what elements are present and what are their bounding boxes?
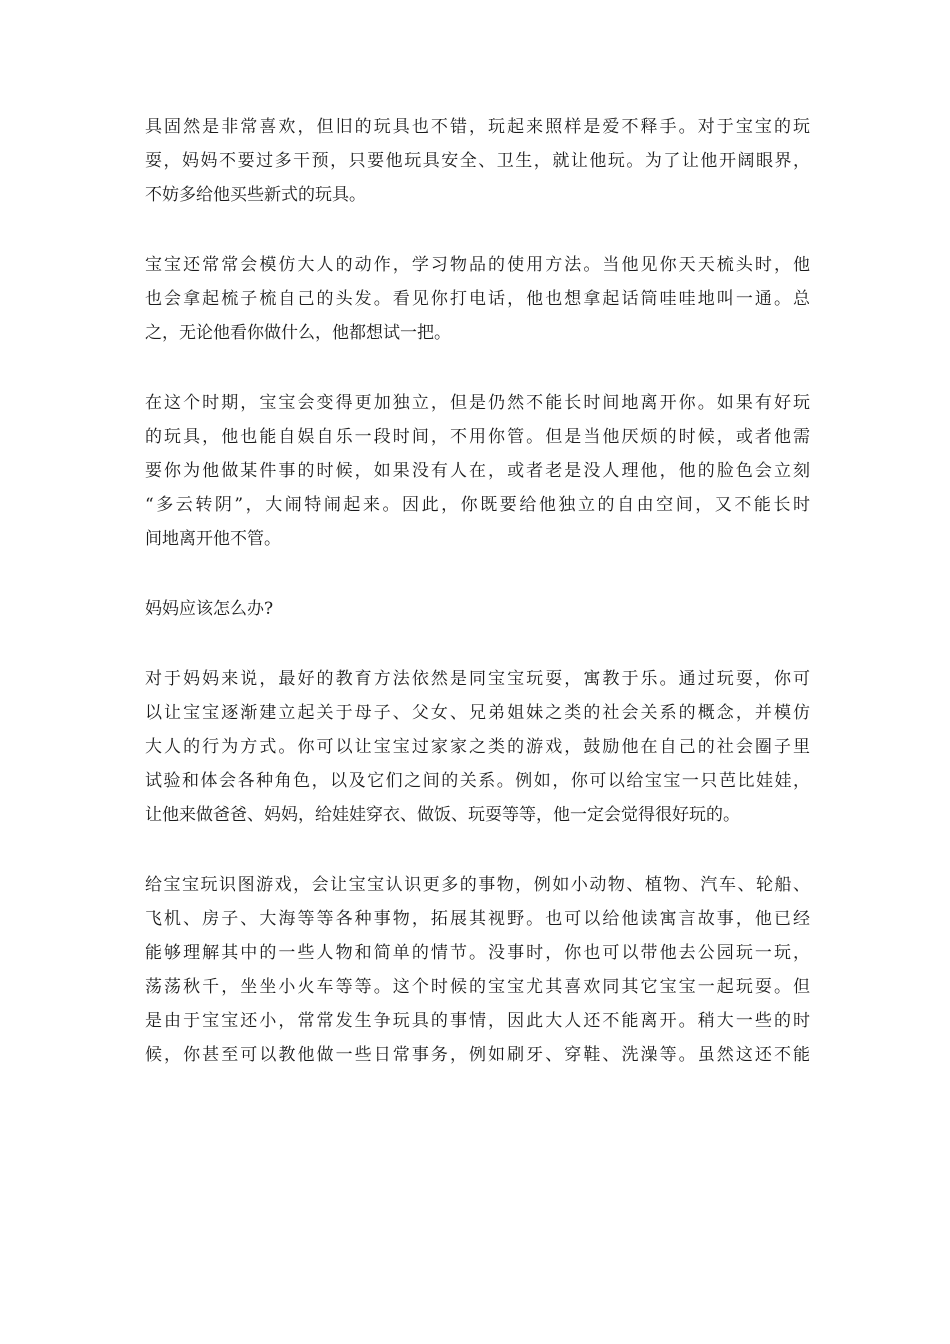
text-line: 能够理解其中的一些人物和简单的情节。没事时，你也可以带他去公园玩一玩， bbox=[145, 943, 810, 963]
paragraph-2 bbox=[145, 248, 810, 350]
text-line: 的玩具，他也能自娱自乐一段时间，不用你管。但是当他厌烦的时候，或者他需 bbox=[145, 427, 810, 447]
paragraph-4 bbox=[145, 662, 810, 832]
text-line: 之，无论他看你做什么，他都想试一把。 bbox=[145, 323, 451, 343]
text-line: 间地离开他不管。 bbox=[145, 529, 281, 549]
text-line: 也会拿起梳子梳自己的头发。看见你打电话，他也想拿起话筒哇哇地叫一通。总 bbox=[145, 289, 810, 309]
text-line: 以让宝宝逐渐建立起关于母子、父女、兄弟姐妹之类的社会关系的概念，并模仿 bbox=[145, 703, 810, 723]
section-question bbox=[145, 592, 810, 626]
text-line: 对于妈妈来说，最好的教育方法依然是同宝宝玩耍，寓教于乐。通过玩耍，你可 bbox=[145, 669, 810, 689]
text-line: 试验和体会各种角色，以及它们之间的关系。例如，你可以给宝宝一只芭比娃娃， bbox=[145, 771, 810, 791]
text-line: 给宝宝玩识图游戏，会让宝宝认识更多的事物，例如小动物、植物、汽车、轮船、 bbox=[145, 875, 810, 895]
text-line: 大人的行为方式。你可以让宝宝过家家之类的游戏，鼓励他在自己的社会圈子里 bbox=[145, 737, 810, 757]
text-line: 荡荡秋千，坐坐小火车等等。这个时候的宝宝尤其喜欢同其它宝宝一起玩耍。但 bbox=[145, 977, 810, 997]
text-line: 是由于宝宝还小，常常发生争玩具的事情，因此大人还不能离开。稍大一些的时 bbox=[145, 1011, 810, 1031]
paragraph-3 bbox=[145, 386, 810, 556]
text-line: 宝宝还常常会模仿大人的动作，学习物品的使用方法。当他见你天天梳头时，他 bbox=[145, 255, 810, 275]
paragraph-1 bbox=[145, 110, 810, 212]
text-line: 候，你甚至可以教他做一些日常事务，例如刷牙、穿鞋、洗澡等。虽然这还不能 bbox=[145, 1045, 810, 1065]
paragraph-5 bbox=[145, 868, 810, 1072]
text-line: 具固然是非常喜欢，但旧的玩具也不错，玩起来照样是爱不释手。对于宝宝的玩 bbox=[145, 117, 810, 137]
text-line: “多云转阴”，大闹特闹起来。因此，你既要给他独立的自由空间，又不能长时 bbox=[145, 495, 810, 515]
question-heading: 妈妈应该怎么办? bbox=[145, 599, 274, 619]
text-line: 让他来做爸爸、妈妈，给娃娃穿衣、做饭、玩耍等等，他一定会觉得很好玩的。 bbox=[145, 805, 740, 825]
text-line: 要你为他做某件事的时候，如果没有人在，或者老是没人理他，他的脸色会立刻 bbox=[145, 461, 810, 481]
document-body bbox=[145, 110, 810, 1072]
text-line: 不妨多给他买些新式的玩具。 bbox=[145, 185, 366, 205]
text-line: 在这个时期，宝宝会变得更加独立，但是仍然不能长时间地离开你。如果有好玩 bbox=[145, 393, 810, 413]
text-line: 飞机、房子、大海等等各种事物，拓展其视野。也可以给他读寓言故事，他已经 bbox=[145, 909, 810, 929]
text-line: 耍，妈妈不要过多干预，只要他玩具安全、卫生，就让他玩。为了让他开阔眼界， bbox=[145, 151, 810, 171]
